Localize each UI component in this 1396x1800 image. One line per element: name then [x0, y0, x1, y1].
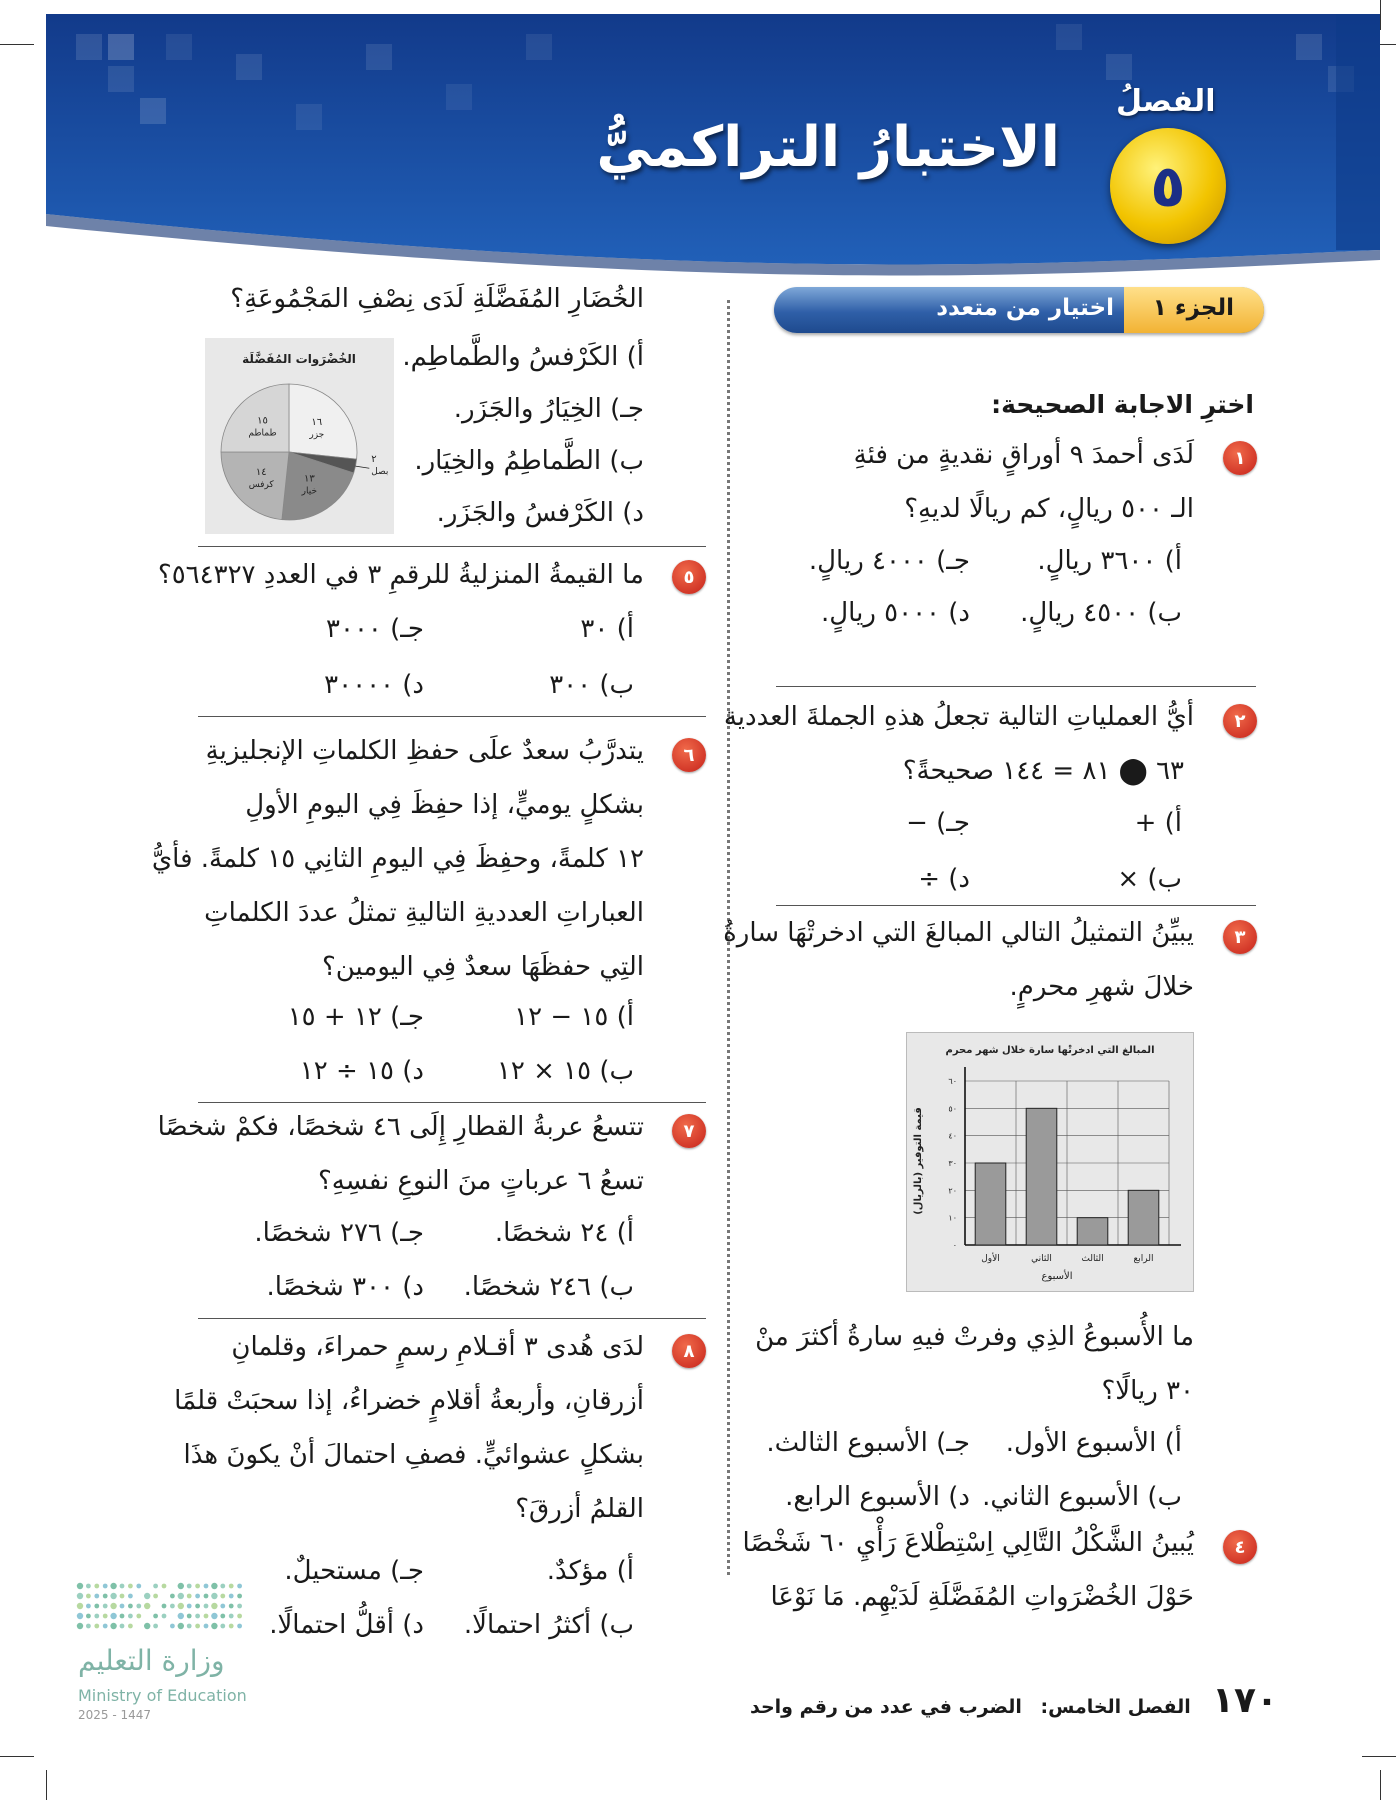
- question-number: ١: [1223, 441, 1257, 475]
- question-text: ما القيمةُ المنزليةُ للرقمِ ٣ في العددِ ٥٦٤٣٢٧؟: [157, 560, 644, 590]
- question-number: ٦: [672, 738, 706, 772]
- logo-dot: [220, 1624, 225, 1629]
- x-axis-label: الأسبوع: [1041, 1271, 1073, 1282]
- option-a[interactable]: أ) مؤكدٌ.: [546, 1556, 634, 1586]
- pie-value-label: ١٦: [311, 416, 323, 428]
- logo-dot: [110, 1613, 116, 1619]
- separator: [776, 905, 1256, 906]
- logo-dot: [170, 1604, 175, 1609]
- pie-value-label: ١٣: [303, 473, 315, 485]
- pie-category-label: بصل: [371, 467, 389, 478]
- logo-dot: [187, 1614, 192, 1619]
- option-c[interactable]: جـ) −: [906, 808, 970, 838]
- logo-dot: [153, 1594, 158, 1599]
- logo-dot: [195, 1584, 200, 1589]
- bar-chart-svg: [907, 1033, 1193, 1291]
- logo-dot: [86, 1624, 91, 1629]
- logo-dot: [77, 1613, 83, 1619]
- logo-dot: [144, 1593, 150, 1599]
- bar: [1077, 1218, 1108, 1245]
- option-c[interactable]: جـ) الخِيَارُ والجَزَر.: [453, 394, 644, 424]
- logo-dot: [120, 1624, 125, 1629]
- bar: [1128, 1190, 1159, 1245]
- logo-dot: [162, 1584, 167, 1589]
- logo-dot: [77, 1623, 83, 1629]
- question-text: حَوْلَ الخُضْرَواتِ المُفَضَّلَةِ لَدَيْهِم. مَا نَوْعَا: [770, 1582, 1194, 1612]
- option-b[interactable]: ب) ٤٥٠٠ ريالٍ.: [1020, 598, 1182, 628]
- y-tick-label: ١٠: [948, 1213, 957, 1223]
- logo-dot: [128, 1624, 133, 1629]
- separator: [198, 1318, 706, 1319]
- option-d[interactable]: د) ٣٠٠٠٠: [324, 670, 424, 700]
- logo-dot: [110, 1593, 116, 1599]
- question-text: القلمُ أزرقَ؟: [515, 1494, 644, 1524]
- crop-mark: [1362, 1756, 1396, 1757]
- chapter-number-badge: ٥: [1110, 128, 1226, 244]
- footer-chapter-topic: الضرب في عدد من رقم واحد: [750, 1696, 1022, 1718]
- question-text: بشكلٍ عشوائيٍّ. فصفِ احتمالَ أنْ يكونَ هذَا: [183, 1440, 644, 1470]
- logo-dot: [94, 1624, 99, 1629]
- crop-mark: [0, 1756, 34, 1757]
- question-text: ما الأُسبوعُ الذِي وفرتْ فيهِ سارةُ أكثرَ منْ: [755, 1322, 1194, 1352]
- logo-dot: [86, 1604, 91, 1609]
- question-number: ٨: [672, 1334, 706, 1368]
- chart-title: المبالغ التي ادخرتْها سارة خلال شهر محرم: [945, 1045, 1155, 1056]
- logo-dot: [204, 1584, 209, 1589]
- page-number: ١٧٠: [1212, 1680, 1278, 1721]
- chart-title: الخُضْرَوات المُفَضَّلَة: [242, 352, 356, 366]
- x-tick-label: الثاني: [1031, 1254, 1052, 1264]
- option-b[interactable]: ب) ٢٤٦ شخصًا.: [463, 1272, 634, 1302]
- pie-value-label: ١٥: [257, 415, 268, 427]
- separator: [198, 1102, 706, 1103]
- logo-dot: [153, 1614, 158, 1619]
- logo-dot: [77, 1593, 83, 1599]
- logo-dot: [128, 1614, 133, 1619]
- logo-dot: [86, 1584, 91, 1589]
- logo-dot: [211, 1623, 217, 1629]
- option-c[interactable]: جـ) ٢٧٦ شخصًا.: [254, 1218, 424, 1248]
- logo-dot: [195, 1594, 200, 1599]
- bar-chart: [906, 1032, 1194, 1292]
- question-text: أزرقانِ، وأربعةُ أقلامٍ خضراءُ، إذا سحبَتْ قلمًا: [174, 1386, 644, 1416]
- option-b[interactable]: ب) الطَّماطِمُ والخِيَار.: [414, 446, 644, 476]
- option-b[interactable]: ب) ٣٠٠: [549, 670, 634, 700]
- question-text: الخُضَارِ المُفَضَّلَةِ لَدَى نِصْفِ المَجْمُوعَةِ؟: [230, 284, 644, 314]
- question-text: ٦٣ ⬤ ٨١ = ١٤٤ صحيحةً؟: [902, 756, 1184, 786]
- logo-dot: [204, 1614, 209, 1619]
- question-number: ٧: [672, 1114, 706, 1148]
- option-d[interactable]: د) الكَرْفسُ والجَزَر.: [436, 498, 644, 528]
- logo-dot: [128, 1604, 133, 1609]
- instruction: اخترِ الاجابة الصحيحة:: [991, 390, 1254, 419]
- logo-dot: [187, 1624, 192, 1629]
- option-d[interactable]: د) ÷: [918, 864, 970, 894]
- logo-dot: [195, 1604, 200, 1609]
- logo-dot: [204, 1624, 209, 1629]
- logo-dot: [229, 1614, 234, 1619]
- crop-mark: [46, 1770, 47, 1800]
- footer-chapter: [750, 1696, 1191, 1718]
- logo-dot: [110, 1623, 116, 1629]
- logo-dot: [144, 1623, 150, 1629]
- question-text: بشكلٍ يوميٍّ، إذا حفِظَ فِي اليومِ الأولِ: [245, 790, 644, 820]
- option-b[interactable]: ب) ١٥ × ١٢: [496, 1056, 634, 1086]
- logo-dot: [220, 1604, 225, 1609]
- page-title: الاختبارُ التراكميُّ: [596, 115, 1060, 180]
- logo-dot: [86, 1614, 91, 1619]
- logo-dot: [229, 1624, 234, 1629]
- pie-leader-line: [356, 466, 370, 468]
- logo-dot: [136, 1604, 141, 1609]
- logo-dot: [170, 1594, 175, 1599]
- pie-chart: [205, 338, 394, 534]
- logo-dot: [94, 1584, 99, 1589]
- logo-dot: [229, 1584, 234, 1589]
- logo-dot: [237, 1614, 242, 1619]
- y-axis-label: قيمة التوفير (بالريال): [913, 1107, 924, 1215]
- logo-dot: [136, 1584, 141, 1589]
- option-a[interactable]: أ) ٣٠: [580, 614, 634, 644]
- part-tab: [774, 287, 1264, 333]
- x-tick-label: الأول: [981, 1254, 1000, 1264]
- footer-chapter-label: الفصل الخامس:: [1040, 1696, 1191, 1718]
- question-text: يتدرَّبُ سعدٌ علَى حفظِ الكلماتِ الإنجليزيةِ: [205, 736, 644, 766]
- crop-mark: [1380, 0, 1381, 30]
- separator: [198, 546, 706, 547]
- y-tick-label: ٥٠: [948, 1104, 957, 1114]
- option-a[interactable]: أ) الأسبوع الأول.: [1005, 1428, 1182, 1458]
- ministry-name-ar: وزارة التعليم: [78, 1644, 225, 1677]
- pie-category-label: كرفس: [248, 480, 274, 491]
- option-b[interactable]: ب) أكثرُ احتمالًا.: [463, 1610, 634, 1640]
- logo-dot: [178, 1593, 184, 1599]
- logo-dot: [229, 1594, 234, 1599]
- logo-dot: [153, 1624, 158, 1629]
- option-a[interactable]: أ) الكَرْفسُ والطَّماطِم.: [402, 342, 644, 372]
- question-text: خلالَ شهرِ محرمٍ.: [1009, 972, 1194, 1002]
- logo-dot: [204, 1594, 209, 1599]
- logo-dot: [237, 1624, 242, 1629]
- logo-dot: [178, 1583, 184, 1589]
- question-text: العباراتِ العدديةِ التاليةِ تمثلُ عددَ الكلماتِ: [204, 898, 644, 928]
- question-text: تسعُ ٦ عرباتٍ منَ النوعِ نفسِهِ؟: [317, 1166, 644, 1196]
- logo-dot: [211, 1613, 217, 1619]
- logo-dot: [178, 1613, 184, 1619]
- logo-dot: [86, 1594, 91, 1599]
- logo-dot: [229, 1604, 234, 1609]
- crop-mark: [1380, 1770, 1381, 1800]
- question-text: يُبينُ الشَّكْلُ التَّالِي اِسْتِطْلاعَ رَأْيِ ٦٠ شَخْصًا: [742, 1528, 1194, 1558]
- option-c[interactable]: جـ) ١٢ + ١٥: [287, 1002, 424, 1032]
- option-a[interactable]: أ) ١٥ − ١٢: [514, 1002, 634, 1032]
- logo-dot: [237, 1584, 242, 1589]
- bar: [975, 1163, 1006, 1245]
- option-d[interactable]: د) أقلُّ احتمالًا.: [269, 1610, 424, 1640]
- question-text: تتسعُ عربةُ القطارِ إِلَى ٤٦ شخصًا، فكمْ شخصًا: [157, 1112, 644, 1142]
- pie-value-label: ١٤: [255, 467, 267, 479]
- logo-dot: [204, 1604, 209, 1609]
- logo-dot: [178, 1603, 184, 1609]
- ministry-name-en: Ministry of Education: [78, 1686, 247, 1705]
- y-tick-label: ٠: [952, 1241, 957, 1250]
- logo-dot: [195, 1624, 200, 1629]
- part-title: اختيار من متعدد: [936, 295, 1114, 321]
- pie-category-label: خيار: [301, 486, 318, 497]
- bar: [1026, 1108, 1057, 1245]
- logo-dot: [187, 1584, 192, 1589]
- question-text: لَدَى أحمدَ ٩ أوراقٍ نقديةٍ من فئةِ: [853, 440, 1194, 470]
- logo-dot: [237, 1604, 242, 1609]
- logo-dot: [103, 1594, 108, 1599]
- logo-dot: [120, 1584, 125, 1589]
- question-text: لدَى هُدى ٣ أقـلامِ رسمٍ حمراءَ، وقلمانِ: [231, 1332, 644, 1362]
- logo-dot: [110, 1583, 116, 1589]
- chapter-label: الفصلُ: [1116, 84, 1216, 119]
- option-a[interactable]: أ) ٣٦٠٠ ريالٍ.: [1037, 546, 1182, 576]
- question-number: ٥: [672, 560, 706, 594]
- question-number: ٣: [1223, 920, 1257, 954]
- part-label: الجزء ١: [1152, 295, 1234, 321]
- logo-dot: [162, 1604, 167, 1609]
- y-tick-label: ٤٠: [948, 1131, 957, 1141]
- question-text: يبيِّنُ التمثيلُ التالي المبالغَ التي ادخرتْهَا سارةُ: [723, 918, 1194, 948]
- option-d[interactable]: د) ١٥ ÷ ١٢: [299, 1056, 424, 1086]
- logo-dot: [187, 1594, 192, 1599]
- pie-chart-svg: [205, 338, 394, 534]
- logo-dot: [178, 1623, 184, 1629]
- logo-dot: [103, 1604, 108, 1609]
- option-d[interactable]: د) الأسبوع الرابع.: [785, 1482, 970, 1512]
- logo-dot: [237, 1594, 242, 1599]
- logo-dot: [211, 1593, 217, 1599]
- logo-dot: [103, 1614, 108, 1619]
- pie-category-label: طماطم: [248, 428, 277, 439]
- pie-slice: [289, 384, 357, 459]
- logo-dot: [153, 1584, 158, 1589]
- question-number: ٤: [1223, 1530, 1257, 1564]
- option-b[interactable]: ب) الأسبوع الثاني.: [982, 1482, 1182, 1512]
- x-tick-label: الثالث: [1081, 1254, 1104, 1264]
- option-c[interactable]: جـ) الأسبوع الثالث.: [766, 1428, 970, 1458]
- option-c[interactable]: جـ) مستحيلٌ.: [284, 1556, 424, 1586]
- logo-dot: [94, 1604, 99, 1609]
- logo-dot: [94, 1614, 99, 1619]
- logo-dot: [211, 1603, 217, 1609]
- logo-dot: [110, 1603, 116, 1609]
- logo-dot: [128, 1584, 133, 1589]
- x-tick-label: الرابع: [1133, 1254, 1154, 1264]
- logo-dot: [136, 1614, 141, 1619]
- option-a[interactable]: أ) +: [1134, 808, 1182, 838]
- question-text: أيُّ العملياتِ التالية تجعلُ هذهِ الجملةَ العددية: [723, 702, 1194, 732]
- option-b[interactable]: ب) ×: [1117, 864, 1182, 894]
- logo-dot: [220, 1614, 225, 1619]
- logo-dot: [195, 1614, 200, 1619]
- logo-dot: [162, 1614, 167, 1619]
- pie-category-label: جزر: [309, 429, 325, 440]
- logo-dot: [144, 1603, 150, 1609]
- logo-dot: [187, 1604, 192, 1609]
- logo-dot: [211, 1583, 217, 1589]
- option-d[interactable]: د) ٣٠٠ شخصًا.: [266, 1272, 424, 1302]
- ministry-logo: [76, 1580, 248, 1636]
- logo-dot: [120, 1604, 125, 1609]
- logo-dot: [220, 1584, 225, 1589]
- option-a[interactable]: أ) ٢٤ شخصًا.: [494, 1218, 634, 1248]
- y-tick-label: ٢٠: [948, 1186, 957, 1196]
- question-number: ٢: [1223, 704, 1257, 738]
- logo-dot: [103, 1624, 108, 1629]
- separator: [198, 716, 706, 717]
- logo-dot: [120, 1614, 125, 1619]
- logo-dot: [77, 1583, 83, 1589]
- option-c[interactable]: جـ) ٤٠٠٠ ريالٍ.: [808, 546, 970, 576]
- option-c[interactable]: جـ) ٣٠٠٠: [326, 614, 424, 644]
- logo-dot: [170, 1624, 175, 1629]
- logo-dot: [103, 1584, 108, 1589]
- pie-slice: [221, 384, 289, 452]
- ministry-year: 2025 - 1447: [78, 1708, 152, 1722]
- option-d[interactable]: د) ٥٠٠٠ ريالٍ.: [821, 598, 970, 628]
- logo-dot: [220, 1594, 225, 1599]
- logo-dot: [94, 1594, 99, 1599]
- separator: [776, 686, 1256, 687]
- question-text: ١٢ كلمةً، وحفِظَ فِي اليومِ الثانِي ١٥ كلمةً. فأيُّ: [151, 844, 644, 874]
- logo-dot: [120, 1594, 125, 1599]
- question-text: التِي حفظَهَا سعدٌ فِي اليومين؟: [321, 952, 644, 982]
- y-tick-label: ٣٠: [948, 1159, 957, 1168]
- logo-dot: [77, 1603, 83, 1609]
- question-text: الـ ٥٠٠ ريالٍ، كم ريالًا لديهِ؟: [904, 494, 1194, 524]
- crop-mark: [0, 44, 34, 45]
- y-tick-label: ٦٠: [948, 1077, 957, 1086]
- question-text: ٣٠ ريالًا؟: [1101, 1376, 1194, 1406]
- pie-value-label: ٢: [371, 454, 377, 466]
- logo-dot: [128, 1594, 133, 1599]
